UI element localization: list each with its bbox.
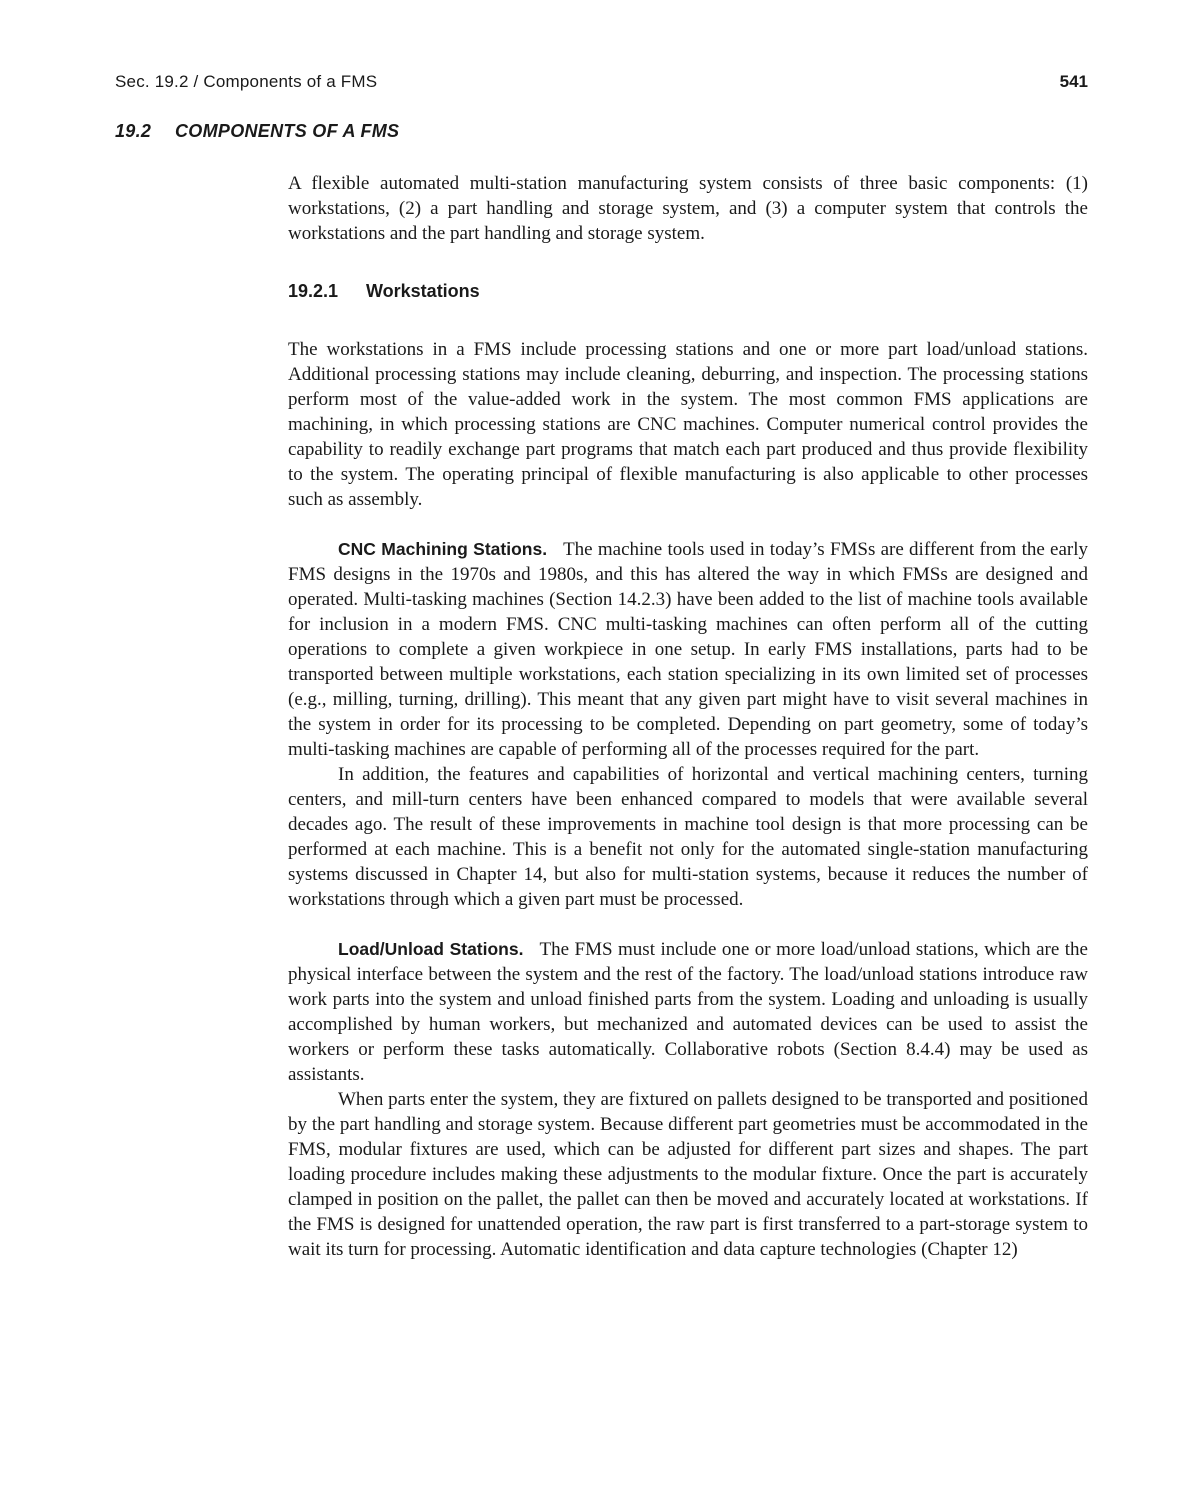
section-number: 19.2 bbox=[115, 121, 152, 141]
load-unload-heading: Load/Unload Stations. bbox=[338, 939, 524, 959]
cnc-heading: CNC Machining Stations. bbox=[338, 539, 548, 559]
body-text bbox=[288, 171, 1088, 1262]
load-unload-paragraph-2: When parts enter the system, they are fixtured on pallets designed to be transported and positioned by the part handling and storage system. Because different part geometries must be accommodated in the FMS, modular fixtures are used, which can be adjusted for different part sizes and shapes. The part loading procedure includes making these adjustments to the modular fixture. Once the part is accurately clamped in position on the pallet, the pallet can then be moved and accurately located at workstations. If the FMS is designed for unattended operation, the raw part is first transferred to a part-storage system to wait its turn for processing. Automatic identification and data capture technologies (Chapter 12) bbox=[288, 1089, 1088, 1260]
section-heading bbox=[115, 121, 399, 142]
page-number: 541 bbox=[1059, 72, 1088, 91]
load-unload-paragraph-1 bbox=[288, 937, 1088, 1087]
subsection-number: 19.2.1 bbox=[288, 281, 339, 301]
subsection-title: Workstations bbox=[366, 281, 480, 301]
cnc-paragraph-1-text: The machine tools used in today’s FMSs are different from the early FMS designs in the 1970s and 1980s, and this has altered the way in which FMSs are designed and operated. Multi-tasking machines (Section 14.2.3) have been added to the list of machine tools available for inclusion in a modern FMS. CNC multi-tasking machines can often perform all of the cutting operations to complete a given workpiece in one setup. In early FMS installations, parts had to be transported between multiple workstations, each station specializing in its own limited set of processes (e.g., milling, turning, drilling). This meant that any given part might have to visit several machines in the system in order for its processing to be completed. Depending on part geometry, some of today’s multi-tasking machines are capable of performing all of the processes required for the part. bbox=[288, 539, 1089, 760]
section-title: COMPONENTS OF A FMS bbox=[175, 121, 400, 141]
subsection-heading bbox=[288, 279, 1088, 304]
cnc-paragraph-2: In addition, the features and capabilities of horizontal and vertical machining centers, turning centers, and mill-turn centers have been enhanced compared to models that were available several decades ago. The result of these improvements in machine tool design is that more processing can be performed at each machine. This is a benefit not only for the automated single-station manufacturing systems discussed in Chapter 14, but also for multi-station systems, because it reduces the number of workstations through which a given part must be processed. bbox=[288, 764, 1088, 910]
load-unload-paragraph-1-text: The FMS must include one or more load/unload stations, which are the physical interface between the system and the rest of the factory. The load/unload stations introduce raw work parts into the system and unload finished parts from the system. Loading and unloading is usually accomplished by human workers, but mechanized and automated devices can be used to assist the workers or perform these tasks automatically. Collaborative robots (Section 8.4.4) may be used as assistants. bbox=[288, 939, 1088, 1085]
cnc-paragraph-1 bbox=[288, 537, 1088, 762]
running-header-title: Sec. 19.2 / Components of a FMS bbox=[115, 72, 378, 91]
workstations-paragraph: The workstations in a FMS include processing stations and one or more part load/unload stations. Additional processing stations may include cleaning, deburring, and inspection. The processing stations perform most of the value-added work in the system. The most common FMS applications are machining, in which processing stations are CNC machines. Computer numerical control provides the capability to readily exchange part programs that match each part produced and thus provide flexibility to the system. The operating principal of flexible manufacturing is also applicable to other processes such as assembly. bbox=[288, 339, 1088, 510]
intro-paragraph: A flexible automated multi-station manufacturing system consists of three basic components: (1) workstations, (2) a part handling and storage system, and (3) a computer system that controls the workstations and the part handling and storage system. bbox=[288, 173, 1088, 244]
